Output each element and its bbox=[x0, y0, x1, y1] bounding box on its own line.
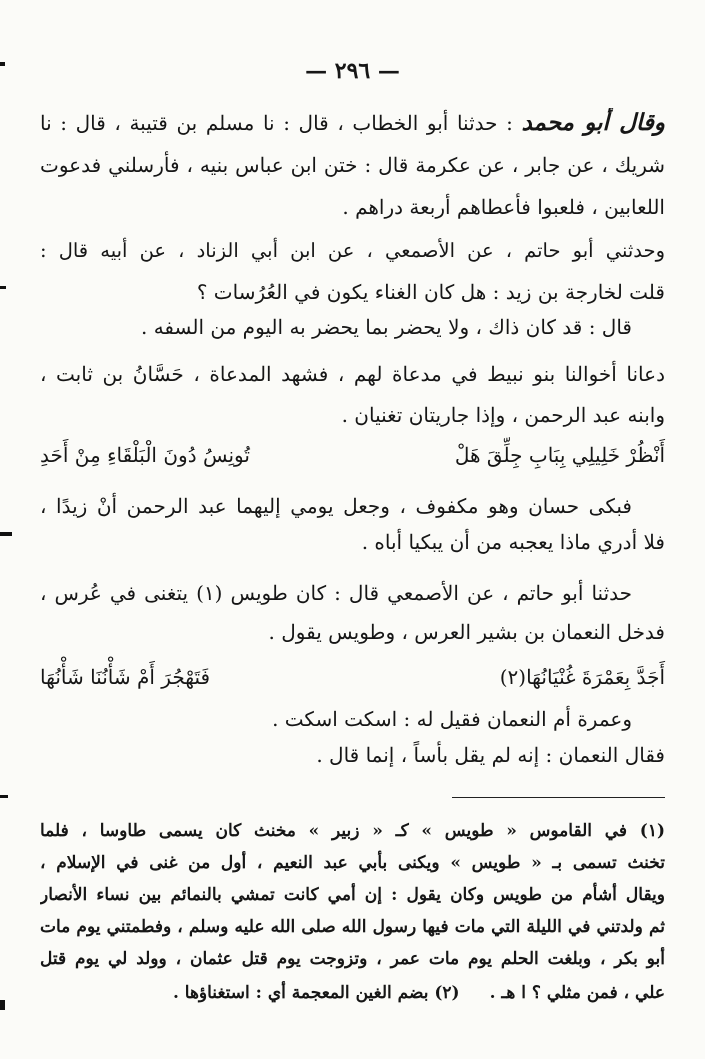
text-line: فلا أدري ماذا يعجبه من أن يبكيا أباه . bbox=[361, 530, 665, 554]
text-line: فدخل النعمان بن بشير العرس ، وطويس يقول . bbox=[268, 620, 665, 644]
scan-mark bbox=[0, 1000, 5, 1010]
verse-line bbox=[40, 438, 665, 472]
footnote-line: تخنث تسمى بـ « طويس » ويكنى بأبي عبد النعيم ، أول من غنى في الإسلام ، bbox=[40, 853, 665, 873]
text-line: دعانا أخوالنا بنو نبيط في مدعاة لهم ، فشهد المدعاة ، حَسَّانُ بن ثابت ، bbox=[40, 362, 665, 386]
footnote-line: ثم ولدتني في الليلة التي مات فيها رسول الله صلى الله عليه وسلم ، وفطمتني يوم مات bbox=[40, 917, 665, 937]
text-line: وعمرة أم النعمان فقيل له : اسكت اسكت . bbox=[272, 707, 632, 731]
scan-mark bbox=[0, 62, 5, 66]
verse-hemistich-first: أَجَدَّ بِعَمْرَةَ غُنْيَانُهَا(٢) bbox=[499, 665, 665, 689]
text-line bbox=[40, 108, 665, 138]
text-line: وحدثني أبو حاتم ، عن الأصمعي ، عن ابن أبي الزناد ، عن أبيه قال : bbox=[40, 239, 665, 262]
footnote-line bbox=[40, 980, 665, 1006]
text-line: شريك ، عن جابر ، عن عكرمة قال : ختن ابن عباس بنيه ، فأرسلني فدعوت bbox=[40, 153, 665, 177]
footnote-two: (٢) بضم الغين المعجمة أي : استغناؤها . bbox=[172, 983, 460, 1003]
verse-hemistich-first: أَنْظُرْ خَلِيلِي بِبَابِ جِلِّقَ هَلْ bbox=[454, 443, 665, 467]
footnote-line: (١) في القاموس « طويس » كـ « زبير » مخنث كان يسمى طاوسا ، فلما bbox=[40, 821, 665, 841]
scan-mark bbox=[0, 286, 6, 289]
text-line: فبكى حسان وهو مكفوف ، وجعل يومي إليهما عبد الرحمن أنْ زيدًا ، bbox=[40, 494, 632, 518]
text-line: قلت لخارجة بن زيد : هل كان الغناء يكون في العُرُسات ؟ bbox=[196, 280, 665, 304]
text-line: قال : قد كان ذاك ، ولا يحضر بما يحضر به اليوم من السفه . bbox=[140, 315, 632, 339]
text-line: حدثنا أبو حاتم ، عن الأصمعي قال : كان طويس (١) يتغنى في عُرس ، bbox=[40, 581, 632, 605]
text-span: : حدثنا أبو الخطاب ، قال : نا مسلم بن قتيبة ، قال : نا bbox=[40, 111, 513, 135]
paragraph-lead: وقال أبو محمد bbox=[521, 109, 665, 136]
page-number: — ٢٩٦ — bbox=[305, 58, 400, 84]
scan-mark bbox=[0, 795, 8, 798]
text-line: اللعابين ، فلعبوا فأعطاهم أربعة دراهم . bbox=[342, 195, 665, 219]
verse-line bbox=[40, 660, 665, 694]
footnote-end: علي ، فمن مثلي ؟ ا هـ . bbox=[489, 983, 665, 1003]
text-line: وابنه عبد الرحمن ، وإذا جاريتان تغنيان . bbox=[341, 403, 665, 427]
verse-hemistich-second: فَتَهْجُرَ أَمْ شَأْنُنَا شَأْنُهَا bbox=[40, 665, 211, 689]
verse-hemistich-second: تُونِسُ دُونَ الْبَلْقَاءِ مِنْ أَحَدِ bbox=[40, 443, 250, 467]
footnote-line: أبو بكر ، وبلغت الحلم يوم مات عمر ، وتزوجت يوم قتل عثمان ، وولد لي يوم قتل bbox=[40, 949, 665, 969]
text-line: فقال النعمان : إنه لم يقل بأساً ، إنما قال . bbox=[316, 743, 665, 767]
footnote-separator bbox=[452, 797, 665, 798]
footnote-line: ويقال أشأم من طويس وكان يقول : إن أمي كانت تمشي بالنمائم بين نساء الأنصار bbox=[40, 885, 665, 905]
scan-mark bbox=[0, 532, 12, 536]
